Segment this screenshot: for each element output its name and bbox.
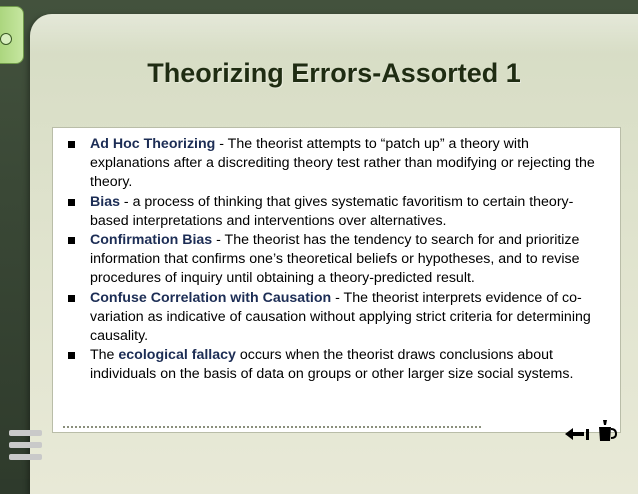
bullet-square-icon [68,352,75,359]
bullet-term: ecological fallacy [118,347,236,364]
bullet-text: - The theorist interprets evidence of co-variation as indicative of causation without applying strict criteria for determining causality. [90,289,591,345]
arrow-icon[interactable] [564,427,592,441]
bullet-text: occurs when the theorist draws conclusions about individuals on the basis of data on groups or other larger size social systems. [90,347,574,383]
dotted-divider [63,426,481,428]
bullet-square-icon [68,141,75,148]
bullet-term: Bias [90,193,120,210]
bullet-square-icon [68,199,75,206]
sheet-highlight [30,14,638,54]
bullet-item [66,231,606,289]
slide-title: Theorizing Errors-Assorted 1 [147,58,521,88]
bullet-prefix: The [90,347,119,364]
bullet-square-icon [68,237,75,244]
bullet-list [66,135,606,385]
bullet-item [66,289,606,347]
bullet-item [66,135,606,193]
bullet-text: - The theorist attempts to “patch up” a theory with explanations after a discrediting theory test rather than modifying or rejecting the theory. [90,136,595,191]
bullet-text: - The theorist has the tendency to search for and prioritize information that confirms one’s theoretical beliefs or hypotheses, and to revise procedures of inquiry until obtaining a theory-predicted result. [90,232,580,287]
bullet-item [66,346,606,384]
cup-icon[interactable] [595,419,617,443]
bullet-text: - a process of thinking that gives systematic favoritism to certain theory-based interpretations and interventions over alternatives. [90,193,574,229]
bullet-term: Confirmation Bias [90,232,213,249]
bullet-square-icon [68,295,75,302]
side-tab[interactable] [0,6,24,64]
bullet-term: Confuse Correlation with Causation [90,289,332,306]
bullet-item [66,193,606,231]
tab-circle-icon [0,33,12,45]
bullet-term: Ad Hoc Theorizing [90,136,216,152]
menu-icon[interactable] [9,430,42,460]
